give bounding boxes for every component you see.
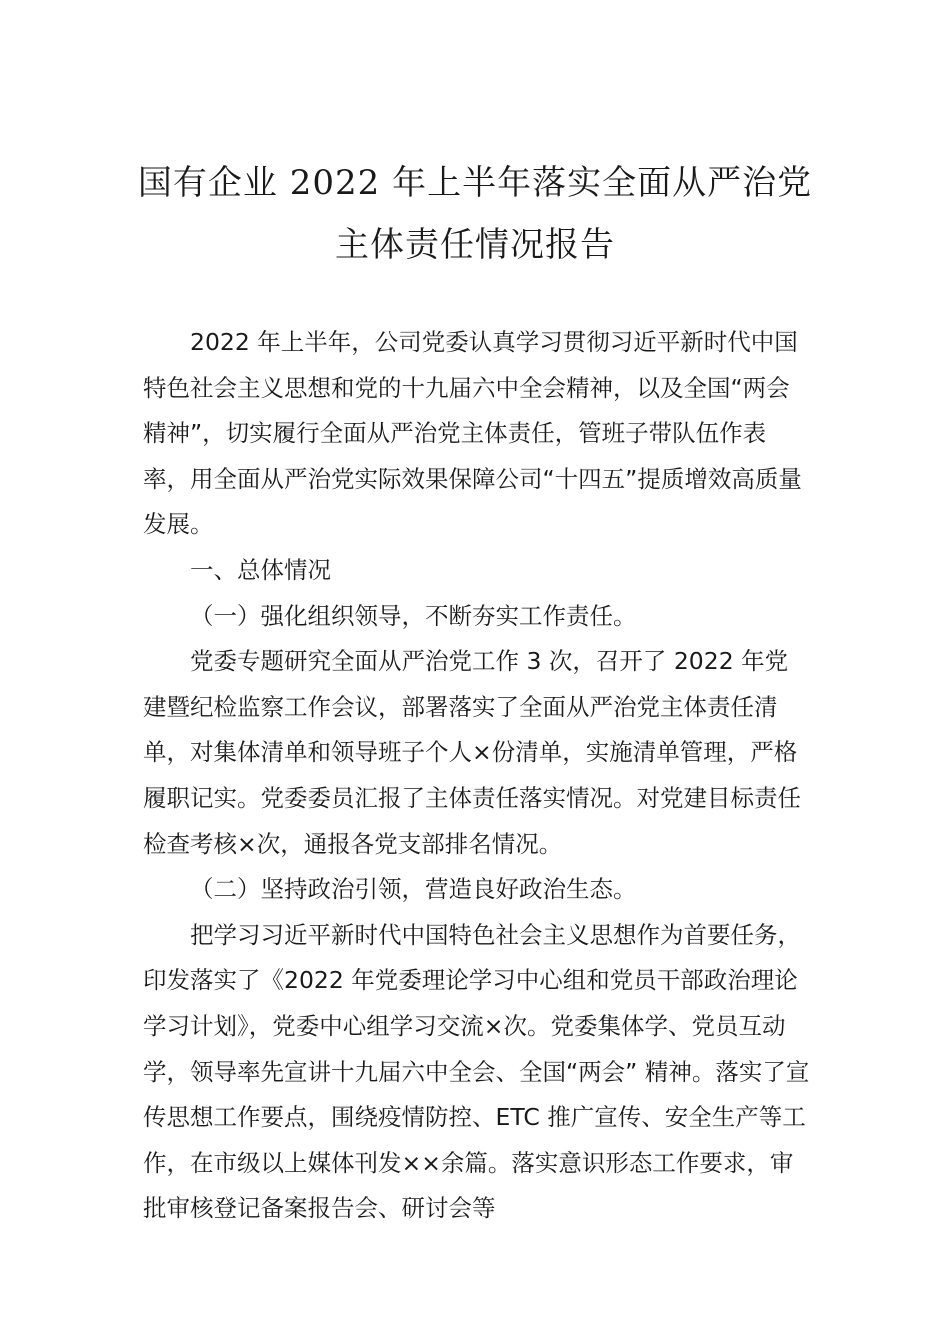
paragraph-political-guidance: 把学习习近平新时代中国特色社会主义思想作为首要任务，印发落实了《2022 年党委理论学习中心组和党员干部政治理论学习计划》，党委中心组学习交流×次。党委集体学、党员互动学，领导率先宣讲十九届六中全会、全国“两会” 精神。落实了宣传思想工作要点，围绕疫情防控、ETC 推广宣传、安全生产等工作，在市级以上媒体刊发××余篇。落实意识形态工作要求，审批审核登记备案报告会、研讨会等 [143,920,810,1223]
document-title-line-1: 国有企业 2022 年上半年落实全面从严治党 [137,163,813,203]
intro-paragraph: 2022 年上半年，公司党委认真学习贯彻习近平新时代中国特色社会主义思想和党的十九届六中全会精神，以及全国“两会精神”，切实履行全面从严治党主体责任，管班子带队伍作表率，用全面从严治党实际效果保障公司“十四五”提质增效高质量发展。 [143,328,802,539]
subsection-heading-1: （一）强化组织领导，不断夯实工作责任。 [190,601,637,630]
subsection-heading-2: （二）坚持政治引领，营造良好政治生态。 [190,875,637,904]
section-heading-overall: 一、总体情况 [190,555,331,584]
document-body [143,320,811,1232]
paragraph-organization: 党委专题研究全面从严治党工作 3 次，召开了 2022 年党建暨纪检监察工作会议，部署落实了全面从严治党主体责任清单，对集体清单和领导班子个人×份清单，实施清单管理，严格履职记实。党委委员汇报了主体责任落实情况。对党建目标责任检查考核×次，通报各党支部排名情况。 [143,647,801,858]
document-title-line-2: 主体责任情况报告 [335,225,615,265]
